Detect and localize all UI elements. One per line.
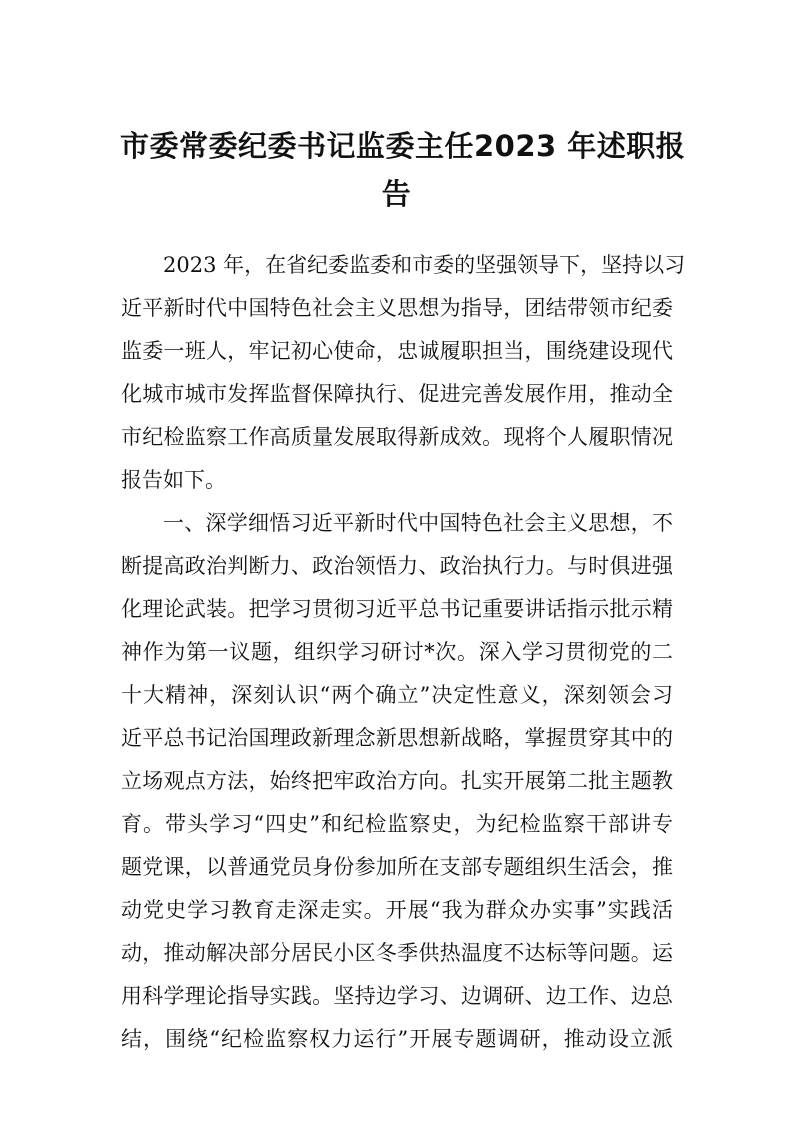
text-line: 用科学理论指导实践。坚持边学习、边调研、边工作、边总	[121, 984, 673, 1008]
document-body	[121, 244, 686, 1061]
document-title	[120, 122, 686, 218]
paragraph-section-one	[121, 502, 673, 1061]
text-line: 报告如下。	[121, 468, 226, 492]
text-line: 神作为第一议题，组织学习研讨*次。深入学习贯彻党的二	[121, 640, 673, 664]
text-line: 十大精神，深刻认识“两个确立”决定性意义，深刻领会习	[121, 683, 673, 707]
text-line: 断提高政治判断力、政治领悟力、政治执行力。与时俱进强	[121, 554, 673, 578]
text-line: 立场观点方法，始终把牢政治方向。扎实开展第二批主题教	[121, 769, 673, 793]
text-line: 近平新时代中国特色社会主义思想为指导，团结带领市纪委	[121, 296, 673, 320]
title-line-1: 市委常委纪委书记监委主任2023 年述职报	[120, 129, 686, 163]
text-line: 化城市城市发挥监督保障执行、促进完善发展作用，推动全	[121, 382, 673, 406]
text-line: 化理论武装。把学习贯彻习近平总书记重要讲话指示批示精	[121, 597, 673, 621]
text-line: 监委一班人，牢记初心使命，忠诚履职担当，围绕建设现代	[121, 339, 673, 363]
text-line: 动党史学习教育走深走实。开展“我为群众办实事”实践活	[121, 898, 673, 922]
paragraph-intro	[121, 244, 686, 502]
text-line: 一、深学细悟习近平新时代中国特色社会主义思想，不	[163, 511, 673, 535]
text-line: 题党课，以普通党员身份参加所在支部专题组织生活会，推	[121, 855, 673, 879]
text-line: 市纪检监察工作高质量发展取得新成效。现将个人履职情况	[121, 425, 673, 449]
text-line: 2023 年，在省纪委监委和市委的坚强领导下，坚持以习	[163, 253, 686, 277]
title-line-2: 告	[381, 177, 412, 211]
text-line: 结，围绕“纪检监察权力运行”开展专题调研，推动设立派	[121, 1027, 673, 1051]
text-line: 动，推动解决部分居民小区冬季供热温度不达标等问题。运	[121, 941, 673, 965]
text-line: 近平总书记治国理政新理念新思想新战略，掌握贯穿其中的	[121, 726, 673, 750]
text-line: 育。带头学习“四史”和纪检监察史，为纪检监察干部讲专	[121, 812, 673, 836]
